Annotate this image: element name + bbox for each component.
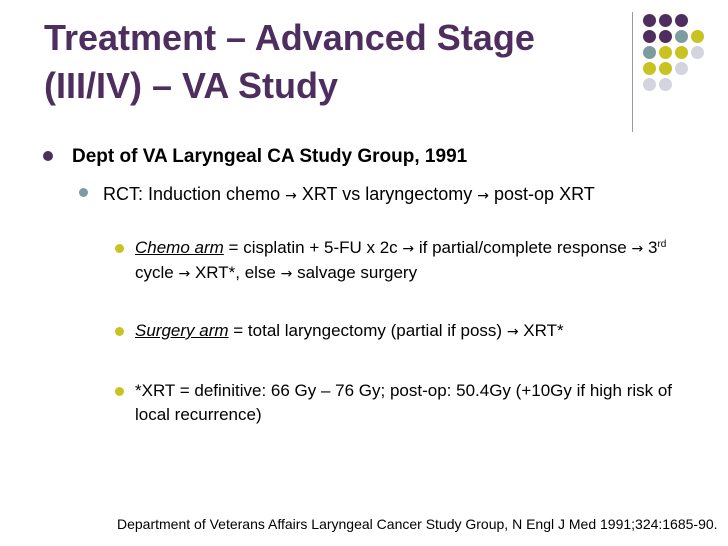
chemo-text-2: if partial/complete response: [418, 238, 627, 257]
decorative-dot: [643, 78, 656, 91]
decorative-dot: [659, 78, 672, 91]
bullet-marker-level3: [115, 327, 124, 336]
arrow-right-icon: →: [280, 266, 293, 282]
arrow-right-icon: →: [477, 188, 490, 204]
decorative-dot: [643, 14, 656, 27]
decorative-dot: [675, 46, 688, 59]
rct-text-mid: XRT vs laryngectomy: [301, 184, 473, 204]
bullet-marker-level3: [115, 387, 124, 396]
decorative-dot: [675, 30, 688, 43]
rct-text-pre: RCT: Induction chemo: [103, 184, 281, 204]
bullet-surgery-arm: [135, 319, 675, 344]
surgery-arm-label: Surgery arm: [135, 321, 229, 340]
chemo-text-5: XRT*, else: [194, 263, 276, 282]
decorative-dot: [691, 30, 704, 43]
title-line-1: Treatment – Advanced Stage: [44, 17, 535, 58]
decorative-dot: [643, 46, 656, 59]
arrow-right-icon: →: [631, 241, 644, 257]
chemo-text-1: = cisplatin + 5-FU x 2c: [228, 238, 398, 257]
arrow-right-icon: →: [506, 324, 519, 340]
surgery-text-2: XRT*: [523, 321, 564, 340]
surgery-text-1: = total laryngectomy (partial if poss): [233, 321, 503, 340]
decorative-dot: [643, 62, 656, 75]
chemo-arm-label: Chemo arm: [135, 238, 224, 257]
slide-title: [44, 14, 614, 110]
bullet-study-group: Dept of VA Laryngeal CA Study Group, 1991: [72, 146, 468, 167]
reference-citation: Department of Veterans Affairs Laryngeal Cancer Study Group, N Engl J Med 1991;324:1685-90.: [117, 516, 718, 532]
decorative-dot: [643, 30, 656, 43]
chemo-text-3: 3: [647, 238, 658, 257]
decorative-dot: [659, 14, 672, 27]
decorative-dot: [659, 62, 672, 75]
rct-text-post: post-op XRT: [494, 184, 595, 204]
bullet-marker-level1: [43, 151, 53, 161]
decorative-dot: [675, 62, 688, 75]
bullet-rct: [103, 182, 703, 208]
decorative-dot: [691, 46, 704, 59]
bullet-xrt-note: *XRT = definitive: 66 Gy – 76 Gy; post-op: 50.4Gy (+10Gy if high risk of local recurrence): [135, 381, 673, 424]
chemo-ordinal-suffix: rd: [657, 239, 667, 250]
arrow-right-icon: →: [285, 188, 297, 204]
decorative-dot: [659, 30, 672, 43]
bullet-marker-level2: [79, 188, 88, 197]
bullet-chemo-arm: [135, 236, 675, 286]
chemo-text-4: cycle: [135, 263, 174, 282]
decorative-dot: [659, 46, 672, 59]
chemo-text-6: salvage surgery: [297, 263, 418, 282]
arrow-right-icon: →: [178, 266, 191, 282]
title-divider: [632, 12, 633, 132]
title-line-2: (III/IV) – VA Study: [44, 65, 339, 106]
decorative-dot: [675, 14, 688, 27]
arrow-right-icon: →: [402, 241, 415, 257]
bullet-marker-level3: [115, 244, 124, 253]
